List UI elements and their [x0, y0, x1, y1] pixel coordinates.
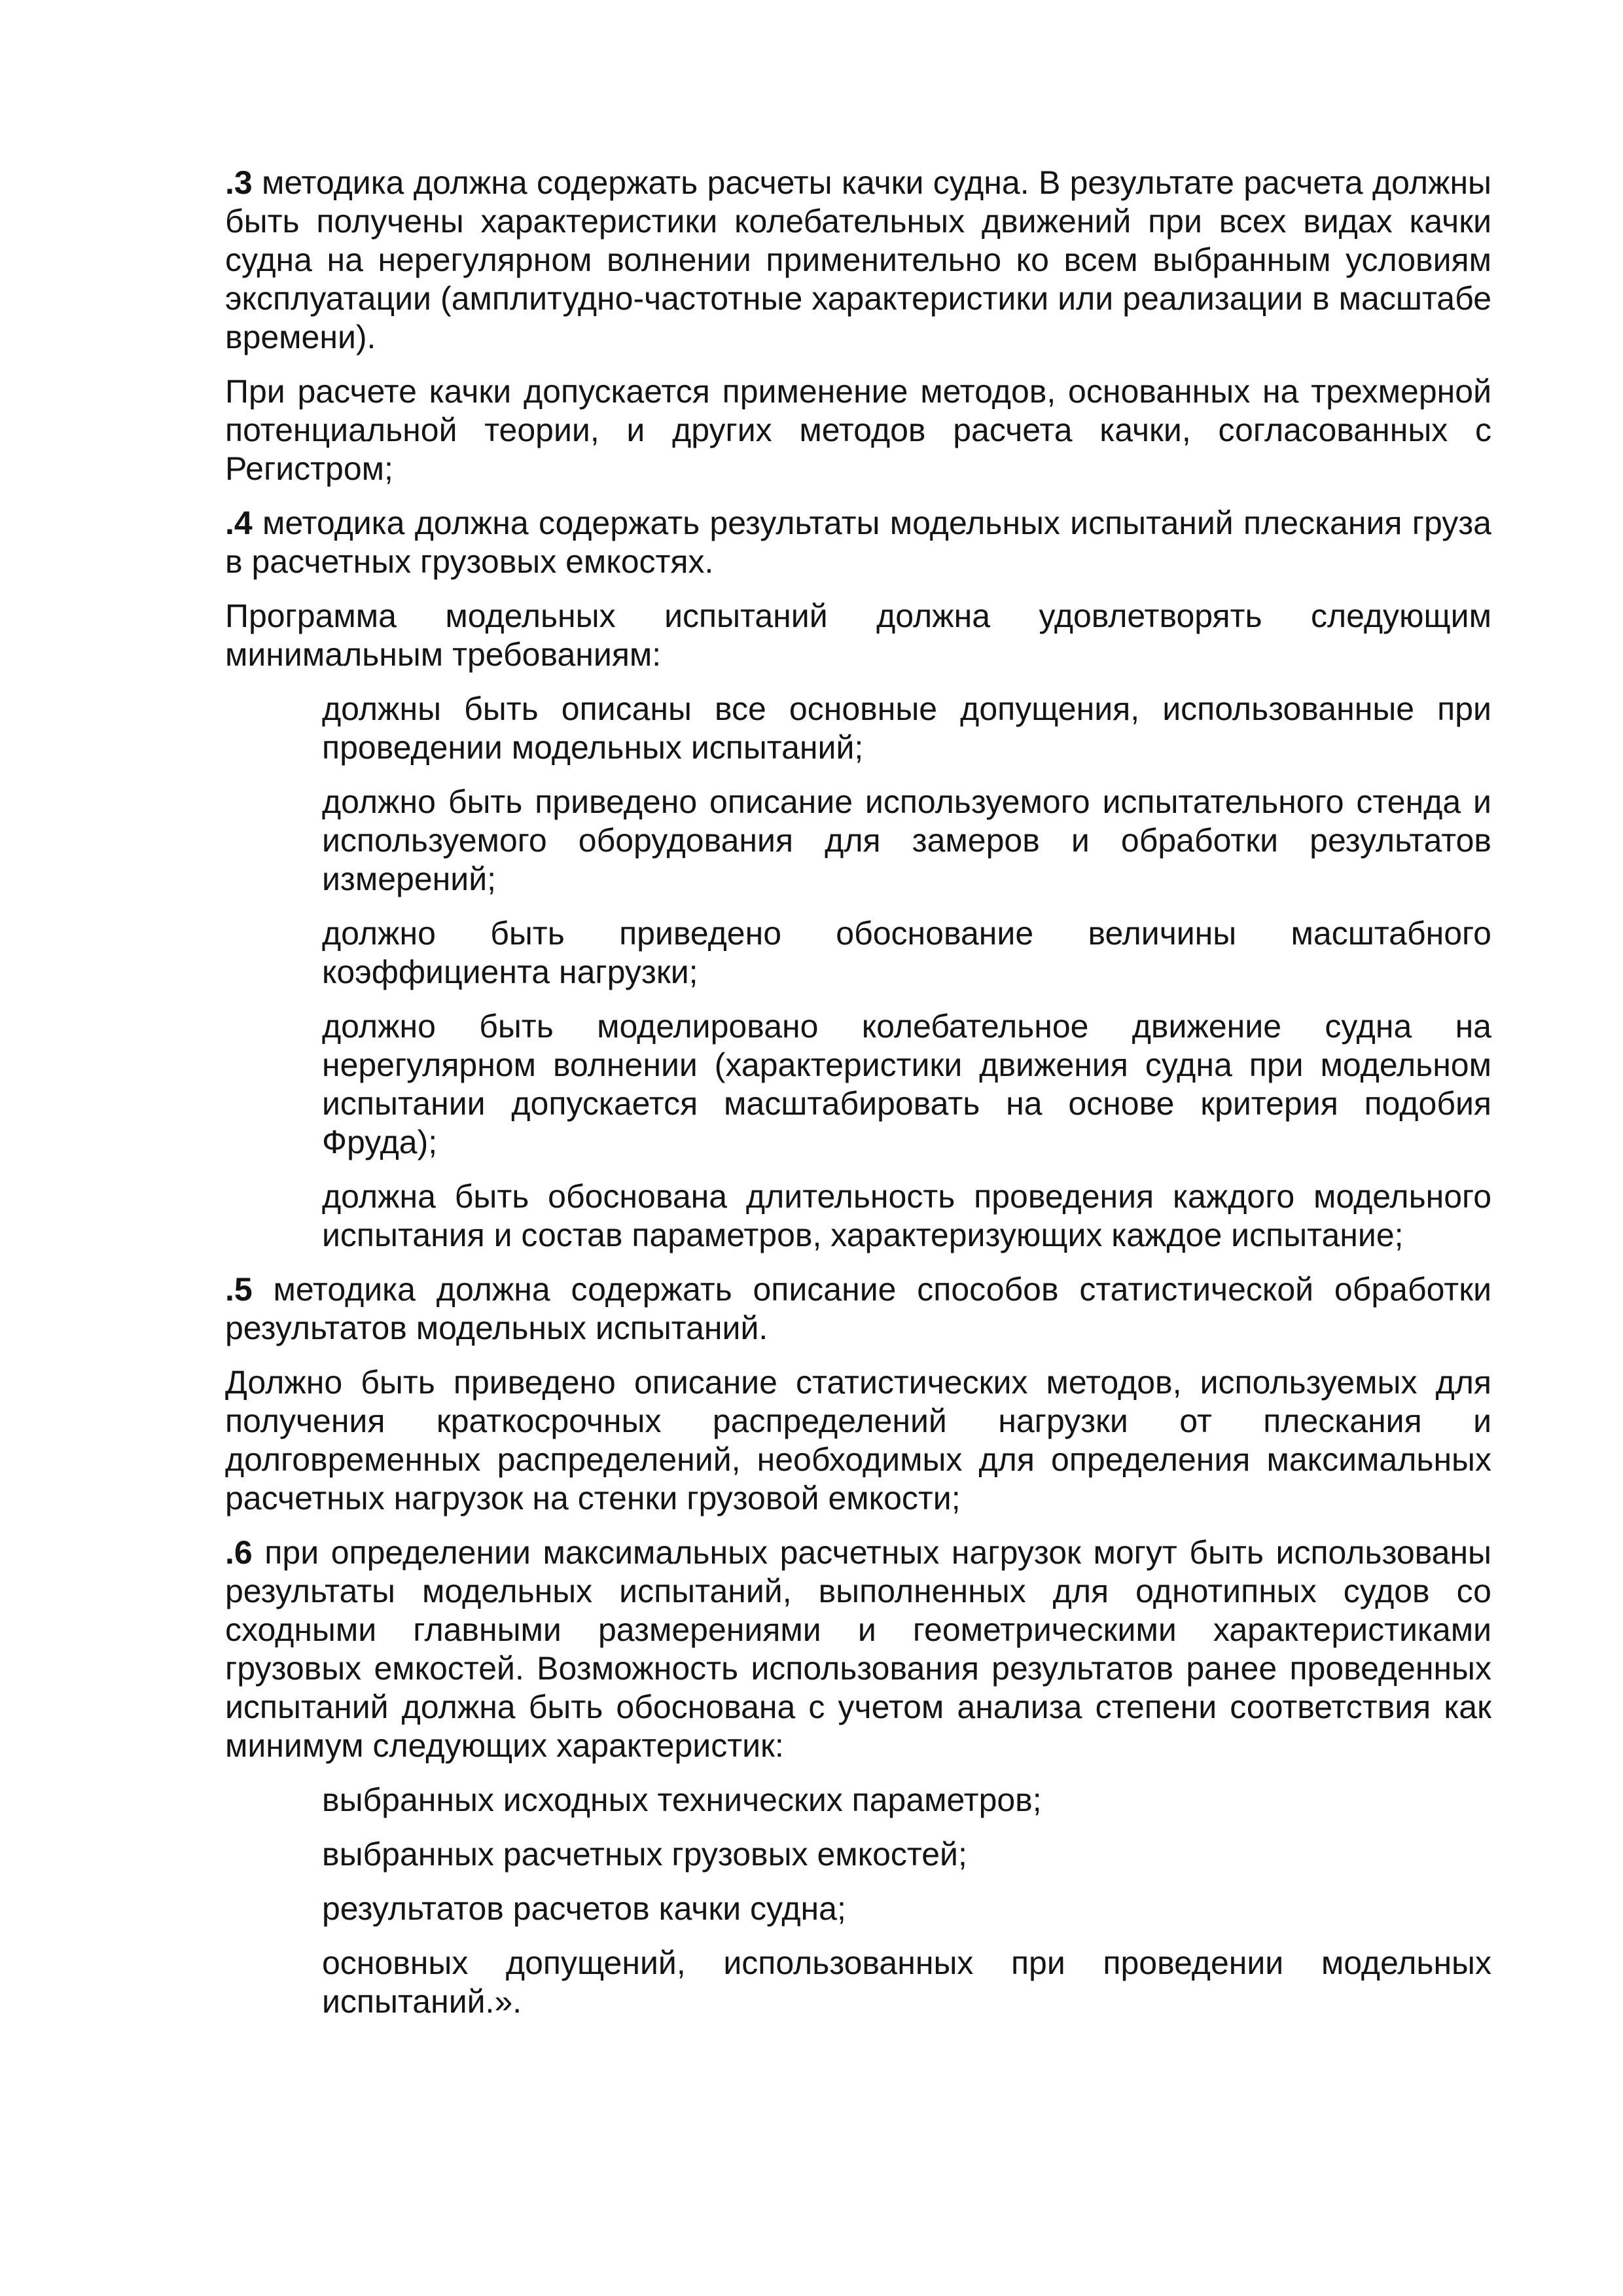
- item-number: .3: [225, 164, 253, 201]
- paragraph-text: Программа модельных испытаний должна удовлетворять следующим минимальным требованиям:: [225, 598, 1491, 673]
- characteristic-item: [322, 1781, 1491, 1820]
- paragraph-5: [225, 1270, 1491, 1348]
- paragraph-text: При расчете качки допускается применение методов, основанных на трехмерной потенциальной теории, и других методов расчета качки, согласованных с Регистром;: [225, 373, 1491, 487]
- item-number: .4: [225, 505, 253, 541]
- paragraph-text: должно быть приведено обоснование величины масштабного коэффициента нагрузки;: [322, 915, 1491, 990]
- requirement-item: [322, 783, 1491, 899]
- item-number: .5: [225, 1271, 253, 1308]
- paragraph-text: должно быть моделировано колебательное движение судна на нерегулярном волнении (характеристики движения судна при модельном испытании допускается масштабировать на основе критерия подобия Фруда);: [322, 1008, 1491, 1160]
- item-number: .6: [225, 1534, 253, 1571]
- paragraph-text: должна быть обоснована длительность проведения каждого модельного испытания и состав параметров, характеризующих каждое испытание;: [322, 1178, 1491, 1253]
- characteristic-item: [322, 1944, 1491, 2021]
- paragraph-3: [225, 164, 1491, 357]
- paragraph-4: [225, 504, 1491, 581]
- paragraph-text: методика должна содержать описание способов статистической обработки результатов модельных испытаний.: [225, 1271, 1491, 1346]
- paragraph-text: должны быть описаны все основные допущения, использованные при проведении модельных испытаний;: [322, 691, 1491, 766]
- paragraph-5-note: [225, 1363, 1491, 1518]
- requirement-item: [322, 1007, 1491, 1162]
- paragraph-text: выбранных исходных технических параметров;: [322, 1782, 1042, 1818]
- paragraph-text: Должно быть приведено описание статистических методов, используемых для получения краткосрочных распределений нагрузки от плескания и долговременных распределений, необходимых для определения максимальных расчетных нагрузок на стенки грузовой емкости;: [225, 1364, 1491, 1516]
- characteristic-item: [322, 1890, 1491, 1928]
- paragraph-4-program: [225, 597, 1491, 674]
- paragraph-text: при определении максимальных расчетных нагрузок могут быть использованы результаты модельных испытаний, выполненных для однотипных судов со сходными главными размерениями и геометрическими характеристиками грузовых емкостей. Возможность использования результатов ранее проведенных испытаний должна быть обоснована с учетом анализа степени соответствия как минимум следующих характеристик:: [225, 1534, 1491, 1764]
- paragraph-text: методика должна содержать расчеты качки судна. В результате расчета должны быть получены характеристики колебательных движений при всех видах качки судна на нерегулярном волнении применительно ко всем выбранным условиям эксплуатации (амплитудно-частотные характеристики или реализации в масштабе времени).: [225, 164, 1491, 355]
- paragraph-text: основных допущений, использованных при проведении модельных испытаний.».: [322, 1945, 1491, 2020]
- characteristic-item: [322, 1835, 1491, 1874]
- requirement-item: [322, 1177, 1491, 1255]
- document-body: [225, 164, 1491, 2037]
- paragraph-text: должно быть приведено описание используемого испытательного стенда и используемого оборудования для замеров и обработки результатов измерений;: [322, 783, 1491, 897]
- paragraph-text: методика должна содержать результаты модельных испытаний плескания груза в расчетных грузовых емкостях.: [225, 505, 1491, 580]
- paragraph-text: выбранных расчетных грузовых емкостей;: [322, 1836, 967, 1873]
- paragraph-6: [225, 1534, 1491, 1765]
- requirement-item: [322, 690, 1491, 767]
- paragraph-text: результатов расчетов качки судна;: [322, 1890, 846, 1927]
- requirement-item: [322, 914, 1491, 992]
- paragraph-3-note: [225, 372, 1491, 488]
